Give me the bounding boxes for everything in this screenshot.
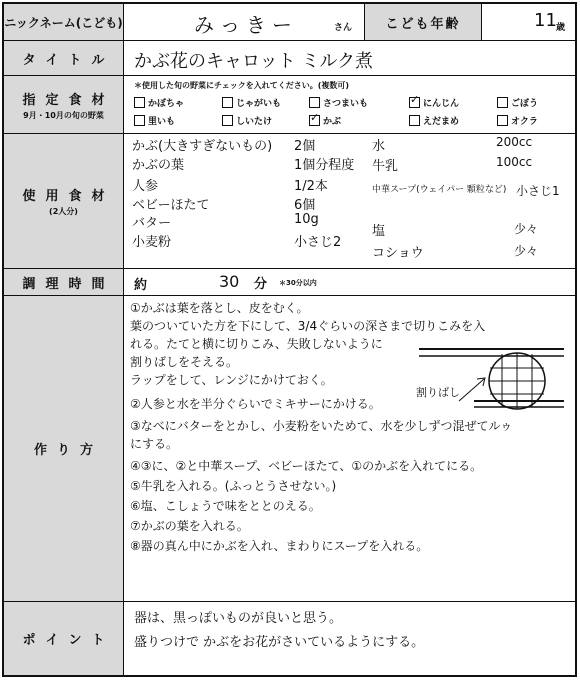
designated-note: ＊使用した旬の野菜にチェックを入れてください。(複数可) — [134, 81, 350, 90]
point-row — [4, 602, 575, 675]
checkbox[interactable] — [134, 115, 145, 126]
designated-row — [4, 76, 575, 134]
method-step-line: ①かぶは葉を落とし、皮をむく。 — [130, 301, 309, 315]
time-row — [4, 269, 575, 296]
header-row — [4, 4, 575, 41]
nickname-label: ニックネーム(こども) — [4, 4, 124, 40]
time-note: ＊30分以内 — [279, 279, 317, 287]
ingredient-qty: 100cc — [496, 155, 533, 169]
vegetable-name: えだまめ — [423, 117, 460, 127]
vegetable-name: かぼちゃ — [148, 99, 185, 109]
age-unit: 歳 — [556, 23, 566, 33]
time-value: 30 — [219, 272, 240, 291]
ingredient-qty: 1/2本 — [294, 179, 328, 194]
vegetable-name: じゃがいも — [236, 99, 282, 109]
method-row — [4, 296, 575, 602]
kabu-cut-sketch — [399, 341, 569, 421]
ingredient-name: ベビーほたて — [132, 198, 210, 213]
title-row — [4, 41, 575, 76]
method-step-line: ラップをして、レンジにかけておく。 — [130, 373, 333, 387]
method-label: 作り方 — [4, 296, 124, 601]
vegetable-option[interactable] — [409, 114, 459, 127]
point-lines — [134, 607, 424, 655]
method-step-line: ②人参と水を半分ぐらいでミキサーにかける。 — [130, 397, 381, 411]
method-step-line: ③なべにバターをとかし、小麦粉をいためて、水を少しずつ混ぜてルゥ — [130, 419, 513, 433]
vegetable-name: 里いも — [148, 117, 176, 127]
ingredient-qty: 小さじ2 — [294, 235, 342, 250]
vegetable-name: にんじん — [423, 99, 460, 109]
vegetable-option[interactable] — [309, 114, 341, 127]
vegetable-name: かぶ — [323, 117, 342, 127]
vegetable-name: ごぼう — [511, 99, 539, 109]
ingredient-name: 中華スープ(ウェイパー 顆粒など) — [372, 185, 507, 195]
age-label-cell — [364, 4, 482, 40]
designated-label: 指定食材 — [22, 92, 115, 108]
ingredient-qty: 小さじ1 — [516, 184, 560, 198]
checkbox[interactable] — [497, 97, 508, 108]
vegetable-option[interactable] — [497, 96, 538, 109]
vegetable-option[interactable] — [497, 114, 538, 127]
method-step-line: にする。 — [130, 437, 179, 451]
ingredient-name: かぶの葉 — [132, 158, 185, 173]
designated-sublabel: 9月・10月の旬の野菜 — [23, 110, 104, 120]
method-step-line: れる。たてと横に切りこみ、失敗しないように — [130, 337, 383, 351]
method-step-line: ⑦かぶの葉を入れる。 — [130, 519, 249, 533]
method-steps — [130, 299, 512, 555]
vegetable-name: さつまいも — [323, 99, 369, 109]
method-step-line: ⑧器の真ん中にかぶを入れ、まわりにスープを入れる。 — [130, 539, 429, 553]
ingredient-name: バター — [132, 216, 172, 231]
ingredient-name: かぶ(大きすぎないもの) — [132, 139, 273, 154]
ingredient-qty: 10g — [294, 212, 319, 227]
ingredient-qty: 1個分程度 — [294, 158, 355, 173]
sketch-label: 割りばし — [416, 386, 460, 399]
vegetable-option[interactable] — [222, 114, 272, 127]
checkbox[interactable] — [222, 97, 233, 108]
ingredient-name: 塩 — [372, 224, 386, 239]
ingredient-qty: 200cc — [496, 135, 533, 149]
vegetable-name: オクラ — [511, 117, 538, 127]
checkbox[interactable] — [309, 97, 320, 108]
point-line: 盛りつけで かぶをお花がさいているようにする。 — [134, 635, 425, 650]
ingredient-qty: 少々 — [514, 244, 539, 258]
title-value: かぶ花のキャロット ミルク煮 — [134, 51, 374, 72]
ingredient-name: 人参 — [132, 179, 159, 194]
vegetable-option[interactable] — [409, 96, 459, 109]
point-label: ポイント — [4, 602, 124, 675]
vegetable-option[interactable] — [134, 96, 184, 109]
ingredient-name: 小麦粉 — [132, 235, 172, 250]
san-label: さん — [334, 23, 353, 33]
ingredient-qty: 2個 — [294, 139, 316, 154]
age-label: こども年齢 — [385, 16, 461, 32]
checkbox[interactable] — [497, 115, 508, 126]
checkbox[interactable] — [222, 115, 233, 126]
recipe-sheet — [2, 2, 577, 677]
time-label: 調理時間 — [4, 269, 124, 295]
method-step-line: ④③に、②と中華スープ、ベビーほたて、①のかぶを入れてにる。 — [130, 459, 483, 473]
time-unit: 分 — [254, 277, 268, 292]
ingredient-name: 水 — [372, 139, 386, 154]
ingredients-label-cell — [4, 134, 124, 268]
ingredient-name: コショウ — [372, 246, 424, 261]
ingredient-qty: 6個 — [294, 198, 316, 213]
ingredients-label: 使用食材 — [22, 189, 115, 204]
vegetable-option[interactable] — [222, 96, 281, 109]
checkbox[interactable] — [409, 97, 420, 108]
method-step-line: ⑥塩、こしょうで味をととのえる。 — [130, 499, 321, 513]
nickname-value: みっきー — [194, 13, 298, 37]
checkbox[interactable] — [309, 115, 320, 126]
point-line: 器は、黒っぽいものが良いと思う。 — [134, 611, 343, 626]
ingredient-name: 牛乳 — [372, 159, 399, 174]
age-value: 11 — [534, 10, 557, 31]
method-step-line: ⑤牛乳を入れる。(ふっとうさせない。) — [130, 479, 337, 493]
vegetable-name: しいたけ — [236, 117, 273, 127]
method-step-line: 葉のついていた方を下にして、3/4ぐらいの深さまで切りこみを入 — [130, 319, 486, 333]
ingredients-row — [4, 134, 575, 269]
checkbox[interactable] — [134, 97, 145, 108]
time-prefix: 約 — [134, 278, 148, 293]
title-label: タイトル — [4, 41, 124, 75]
method-step-line: 割りばしをそえる。 — [130, 355, 239, 369]
designated-label-cell — [4, 76, 124, 133]
vegetable-option[interactable] — [134, 114, 175, 127]
vegetable-option[interactable] — [309, 96, 368, 109]
checkbox[interactable] — [409, 115, 420, 126]
ingredients-sublabel: (2人分) — [49, 207, 78, 216]
ingredient-qty: 少々 — [514, 222, 539, 236]
